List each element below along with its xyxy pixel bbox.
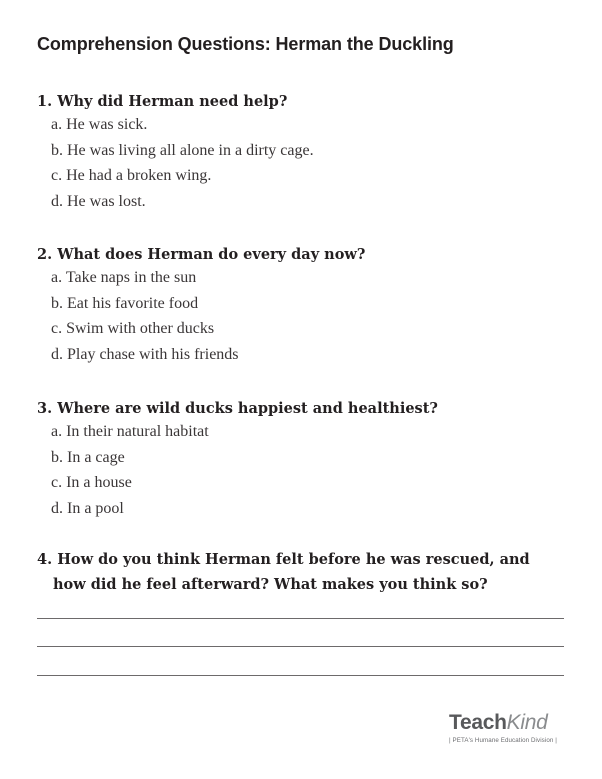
question-2-options: [51, 265, 239, 367]
question-text: Where are wild ducks happiest and healthiest?: [57, 400, 438, 417]
logo-kind: Kind: [506, 711, 548, 734]
option-a: a. Take naps in the sun: [51, 269, 197, 286]
question-text: Why did Herman need help?: [57, 93, 288, 110]
logo-wordmark: [449, 711, 567, 735]
answer-line[interactable]: [37, 646, 564, 647]
option-a: a. In their natural habitat: [51, 423, 209, 440]
option-b: b. In a cage: [51, 448, 125, 466]
question-3-options: [51, 419, 209, 521]
question-text-line-2: how did he feel afterward? What makes you think so?: [53, 576, 488, 593]
question-3: [37, 396, 438, 421]
logo-tagline: | PETA's Humane Education Division |: [449, 737, 557, 744]
question-number: 4.: [37, 551, 53, 568]
option-c: c. Swim with other ducks: [51, 320, 215, 337]
option-b: b. He was living all alone in a dirty cage.: [51, 141, 314, 159]
option-c: c. He had a broken wing.: [51, 167, 212, 184]
option-b: b. Eat his favorite food: [51, 294, 199, 312]
option-a: a. He was sick.: [51, 116, 148, 133]
option-c: c. In a house: [51, 474, 132, 491]
option-d: d. He was lost.: [51, 192, 146, 210]
question-number: 2.: [37, 246, 53, 263]
answer-line[interactable]: [37, 675, 564, 676]
question-text-line-1: How do you think Herman felt before he was rescued, and: [57, 551, 530, 568]
question-4: [37, 547, 530, 597]
option-d: d. Play chase with his friends: [51, 345, 239, 363]
question-number: 1.: [37, 93, 53, 110]
question-number: 3.: [37, 400, 53, 417]
question-text: What does Herman do every day now?: [57, 246, 366, 263]
question-2: [37, 242, 365, 267]
option-d: d. In a pool: [51, 499, 124, 517]
question-1-options: [51, 112, 314, 214]
answer-line[interactable]: [37, 618, 564, 619]
logo-teach: Teach: [449, 711, 507, 734]
page-title: Comprehension Questions: Herman the Duckling: [37, 34, 454, 54]
question-1: [37, 89, 287, 114]
teachkind-logo: [449, 711, 567, 751]
